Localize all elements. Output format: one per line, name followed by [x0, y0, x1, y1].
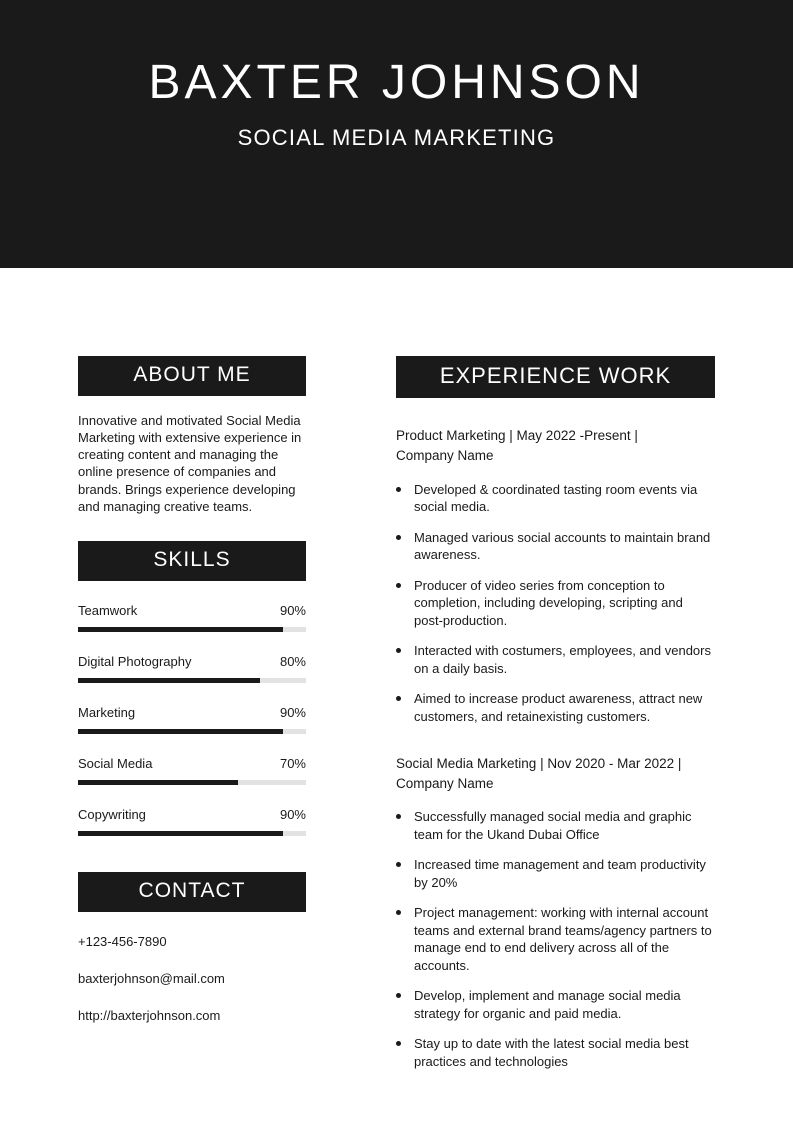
skill-item — [78, 603, 306, 632]
skill-item — [78, 654, 306, 683]
skill-bar-fill — [78, 780, 238, 785]
skill-bar-fill — [78, 831, 283, 836]
job-bullet: Project management: working with internal account teams and external brand teams/agency partners to manage end to end delivery across all of the accounts. — [396, 904, 715, 974]
job-bullet: Successfully managed social media and graphic team for the Ukand Dubai Office — [396, 808, 715, 843]
job-bullet: Develop, implement and manage social media strategy for organic and paid media. — [396, 987, 715, 1022]
section-heading-about: ABOUT ME — [78, 356, 306, 396]
skills-section — [78, 541, 306, 836]
resume-header — [0, 0, 793, 268]
experience-entry — [396, 754, 715, 1071]
skill-bar-fill — [78, 627, 283, 632]
section-heading-experience: EXPERIENCE WORK — [396, 356, 715, 398]
skill-bar-fill — [78, 678, 260, 683]
about-text: Innovative and motivated Social Media Marketing with extensive experience in creating content and managing the online presence of companies and brands. Brings experience developing and managing creative teams. — [78, 413, 302, 514]
skill-name: Copywriting — [78, 806, 146, 822]
job-title: Social Media Marketing | Nov 2020 - Mar 2022 | Company Name — [396, 755, 682, 791]
job-bullet: Interacted with costumers, employees, and vendors on a daily basis. — [396, 642, 715, 677]
candidate-name: BAXTER JOHNSON — [148, 55, 645, 109]
contact-website[interactable]: http://baxterjohnson.com — [78, 1007, 221, 1023]
skill-item — [78, 705, 306, 734]
contact-phone: +123-456-7890 — [78, 933, 167, 949]
skill-name: Digital Photography — [78, 653, 192, 669]
column-gap — [306, 356, 396, 1084]
job-bullet: Aimed to increase product awareness, attract new customers, and retainexisting customers. — [396, 690, 715, 725]
job-bullet: Increased time management and team productivity by 20% — [396, 856, 715, 891]
section-heading-contact: CONTACT — [78, 872, 306, 912]
skill-bar-track — [78, 780, 306, 785]
skill-item — [78, 807, 306, 836]
skill-percent: 90% — [279, 806, 306, 822]
job-bullets — [396, 808, 715, 1071]
resume-body — [0, 268, 793, 1084]
skill-bar-fill — [78, 729, 283, 734]
skill-name: Social Media — [78, 755, 153, 771]
skill-percent: 90% — [279, 602, 306, 618]
right-column — [396, 356, 715, 1084]
job-bullets — [396, 481, 715, 726]
left-column — [78, 356, 306, 1084]
contact-email[interactable]: baxterjohnson@mail.com — [78, 970, 225, 986]
job-bullet: Developed & coordinated tasting room events via social media. — [396, 481, 715, 516]
skill-bar-track — [78, 627, 306, 632]
job-bullet: Stay up to date with the latest social media best practices and technologies — [396, 1035, 715, 1070]
skill-bar-track — [78, 678, 306, 683]
job-bullet: Producer of video series from conception to completion, including developing, scripting and post-production. — [396, 577, 715, 630]
skill-item — [78, 756, 306, 785]
skill-percent: 70% — [279, 755, 306, 771]
skill-percent: 90% — [279, 704, 306, 720]
skill-name: Teamwork — [78, 602, 138, 618]
skill-bar-track — [78, 729, 306, 734]
job-bullet: Managed various social accounts to maintain brand awareness. — [396, 529, 715, 564]
contact-section — [78, 872, 306, 1023]
job-title: Product Marketing | May 2022 -Present | Company Name — [396, 428, 638, 464]
experience-entry — [396, 426, 715, 726]
skill-bar-track — [78, 831, 306, 836]
skill-percent: 80% — [279, 653, 306, 669]
skill-name: Marketing — [78, 704, 136, 720]
candidate-role: SOCIAL MEDIA MARKETING — [237, 125, 556, 151]
section-heading-skills: SKILLS — [78, 541, 306, 581]
